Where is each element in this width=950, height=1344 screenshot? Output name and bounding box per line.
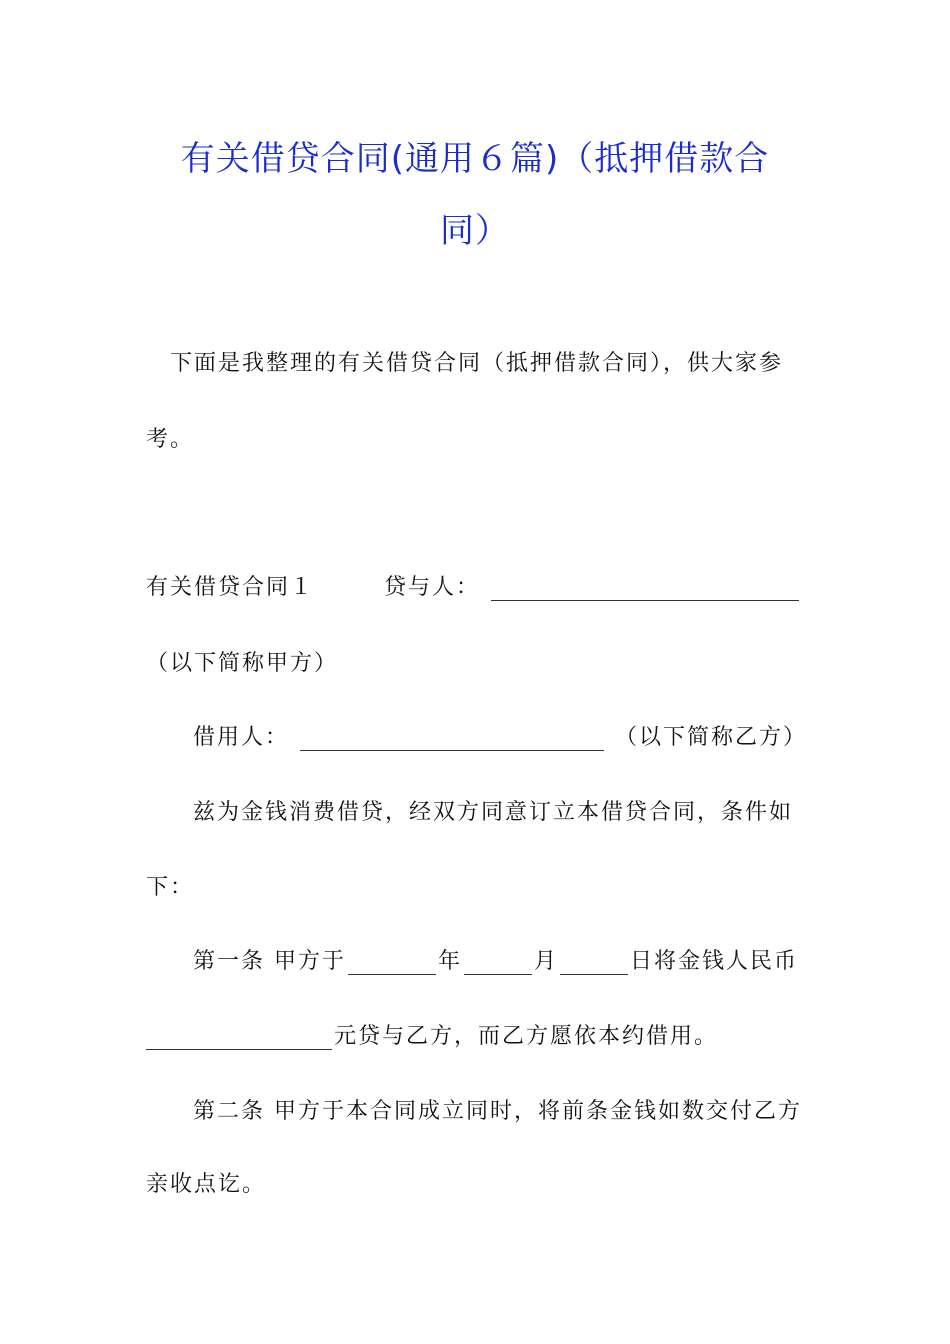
contract-heading: 有关借贷合同１ xyxy=(146,575,315,600)
intro-line-2: 考。 xyxy=(146,427,195,452)
month-blank xyxy=(464,952,532,975)
party-a-note: （以下简称甲方） xyxy=(146,651,339,676)
article-2-line-2: 亲收点讫。 xyxy=(146,1172,267,1197)
party-b-note: （以下简称乙方） xyxy=(615,725,808,750)
day-blank xyxy=(560,952,628,975)
para1-line-2: 下： xyxy=(146,875,195,900)
borrower-row xyxy=(193,720,807,751)
lender-blank xyxy=(491,578,799,601)
amount-blank xyxy=(146,1027,332,1050)
article-1-prefix: 第一条 甲方于 xyxy=(193,949,346,974)
lender-label: 贷与人： xyxy=(384,575,481,600)
year-blank xyxy=(348,952,436,975)
contract-heading-row xyxy=(146,570,801,601)
document-title-line-2: 同） xyxy=(440,211,510,251)
month-label: 月 xyxy=(534,949,559,974)
intro-line-1: 下面是我整理的有关借贷合同（抵押借款合同），供大家参 xyxy=(170,351,784,376)
document-title-line-1: 有关借贷合同(通用６篇)（抵押借款合 xyxy=(180,139,770,179)
article-1-line-1 xyxy=(193,944,798,975)
borrower-blank xyxy=(300,728,604,751)
article-1-day-text: 日将金钱人民币 xyxy=(630,949,799,974)
article-1-line-2-text: 元贷与乙方，而乙方愿依本约借用。 xyxy=(334,1024,719,1049)
borrower-label: 借用人： xyxy=(193,725,290,750)
article-1-line-2 xyxy=(146,1019,718,1050)
para1-line-1: 兹为金钱消费借贷，经双方同意订立本借贷合同，条件如 xyxy=(193,800,794,825)
article-2-line-1: 第二条 甲方于本合同成立同时，将前条金钱如数交付乙方 xyxy=(193,1099,802,1124)
year-label: 年 xyxy=(438,949,463,974)
